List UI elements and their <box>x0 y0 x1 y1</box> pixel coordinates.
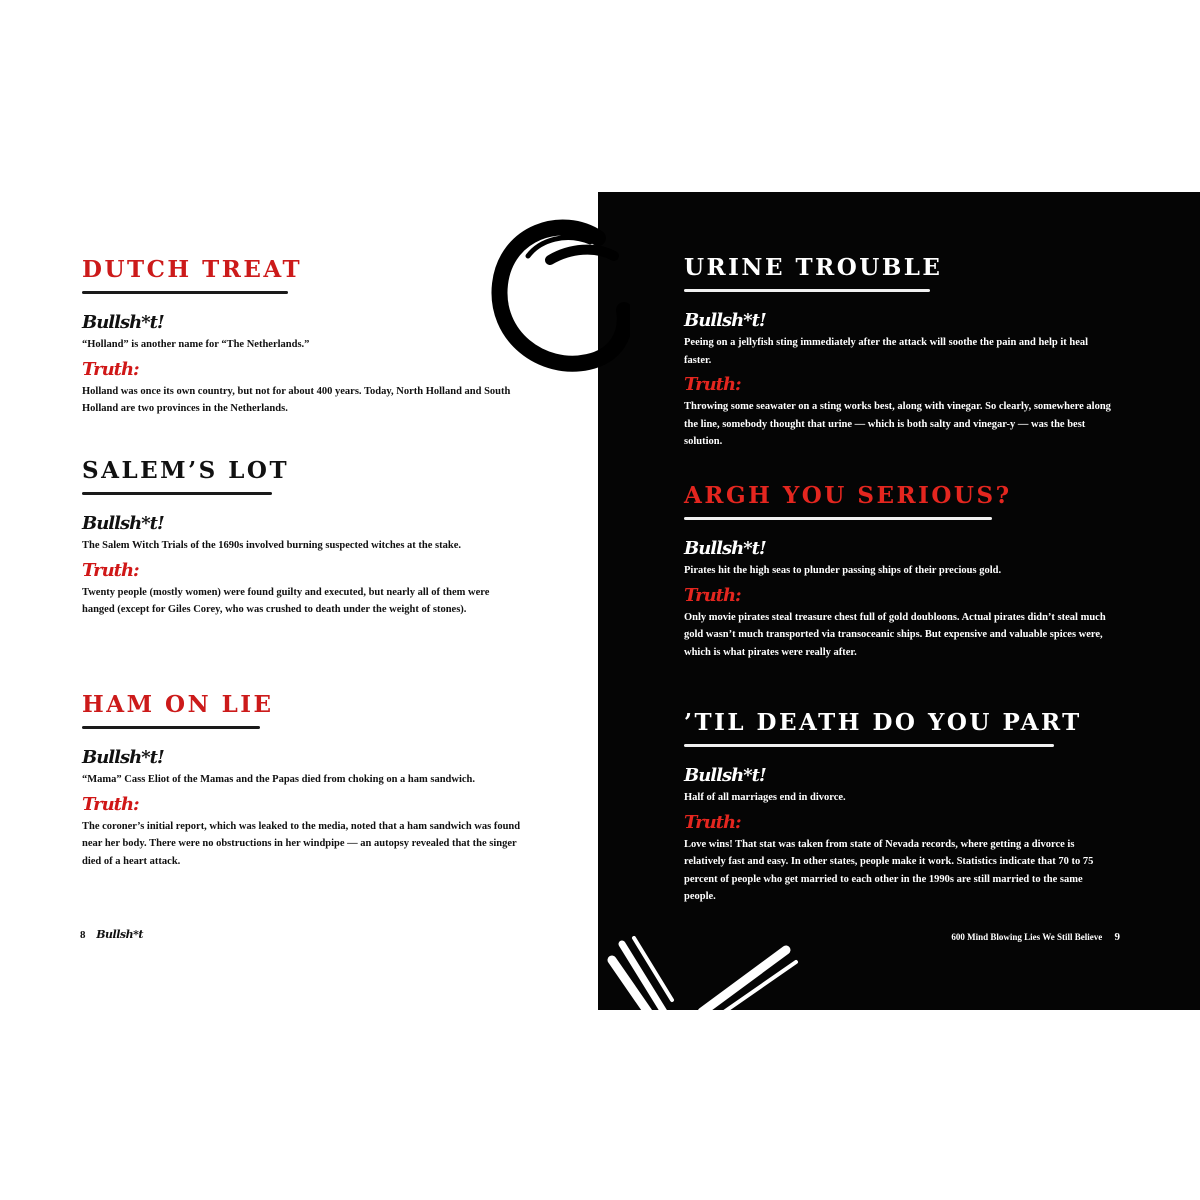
title-underline <box>684 517 992 520</box>
bullshit-label: Bullsh*t! <box>684 310 766 331</box>
truth-text: Love wins! That stat was taken from state of Nevada records, where getting a divorce is relatively fast and easy. In other states, people make it work. Statistics indicate that 70 to 75 percent of people who get married to each other in the 1990s are still married to the same people. <box>684 838 1094 902</box>
myth-text: The Salem Witch Trials of the 1690s involved burning suspected witches at the stake. <box>82 540 461 551</box>
truth-text: Throwing some seawater on a sting works best, along with vinegar. So clearly, somewhere along the line, somebody thought that urine — which is both salty and vinegar-y — was the best solution. <box>684 401 1111 447</box>
title-underline <box>684 744 1054 747</box>
truth-text: Only movie pirates steal treasure chest full of gold doubloons. Actual pirates didn’t steal much gold wasn’t much transported via transoceanic ships. But expensive and valuable spices were, which is what pirates were really after. <box>684 611 1106 658</box>
running-subtitle: 600 Mind Blowing Lies We Still Believe <box>951 932 1103 942</box>
bullshit-label: Bullsh*t! <box>82 513 164 534</box>
truth-text: The coroner’s initial report, which was leaked to the media, noted that a ham sandwich was found near her body. There were no obstructions in her windpipe — an autopsy revealed that the singer died of a heart attack. <box>82 820 521 867</box>
right-page-number: 9 <box>1114 931 1120 943</box>
running-title: Bullsh*t <box>96 928 143 941</box>
section-title: SALEM’S LOT <box>82 457 290 484</box>
title-underline <box>82 492 272 495</box>
section-til-death-do-you-part <box>684 711 1116 906</box>
left-page-footer <box>80 928 143 941</box>
truth-label: Truth: <box>684 811 741 833</box>
truth-label: Truth: <box>82 559 139 581</box>
section-title: DUTCH TREAT <box>82 256 303 283</box>
bullshit-label: Bullsh*t! <box>82 747 164 768</box>
section-title: ARGH YOU SERIOUS? <box>684 482 1012 509</box>
truth-label: Truth: <box>684 374 741 395</box>
section-ham-on-lie <box>82 693 522 870</box>
myth-text: “Holland” is another name for “The Netherlands.” <box>82 339 310 350</box>
section-dutch-treat <box>82 258 522 418</box>
title-underline <box>82 291 288 294</box>
myth-text: Pirates hit the high seas to plunder passing ships of their precious gold. <box>684 565 1002 576</box>
truth-label: Truth: <box>82 358 139 380</box>
bullshit-label: Bullsh*t! <box>82 312 164 333</box>
truth-text: Holland was once its own country, but not for about 400 years. Today, North Holland and South Holland are two provinces in the Netherlands. <box>82 385 511 414</box>
myth-text: “Mama” Cass Eliot of the Mamas and the Papas died from choking on a ham sandwich. <box>82 774 476 785</box>
bullshit-label: Bullsh*t! <box>684 538 766 559</box>
bullshit-label: Bullsh*t! <box>684 765 766 786</box>
truth-label: Truth: <box>82 793 139 815</box>
title-underline <box>82 726 260 729</box>
title-underline <box>684 289 930 292</box>
section-title: URINE TROUBLE <box>684 254 943 281</box>
truth-label: Truth: <box>684 584 741 606</box>
section-argh-you-serious <box>684 484 1116 661</box>
brush-sticks-decoration <box>606 936 806 1012</box>
truth-text: Twenty people (mostly women) were found guilty and executed, but nearly all of them were hanged (except for Giles Corey, who was crushed to death under the weight of stones). <box>82 586 490 615</box>
right-page-footer <box>951 931 1120 943</box>
section-salems-lot <box>82 459 522 619</box>
myth-text: Peeing on a jellyfish sting immediately after the attack will soothe the pain and help it heal faster. <box>684 337 1089 366</box>
section-urine-trouble <box>684 256 1116 451</box>
section-title: HAM ON LIE <box>82 691 274 718</box>
left-page-number: 8 <box>80 929 86 941</box>
myth-text: Half of all marriages end in divorce. <box>684 792 846 803</box>
section-title: ’TIL DEATH DO YOU PART <box>684 709 1082 736</box>
